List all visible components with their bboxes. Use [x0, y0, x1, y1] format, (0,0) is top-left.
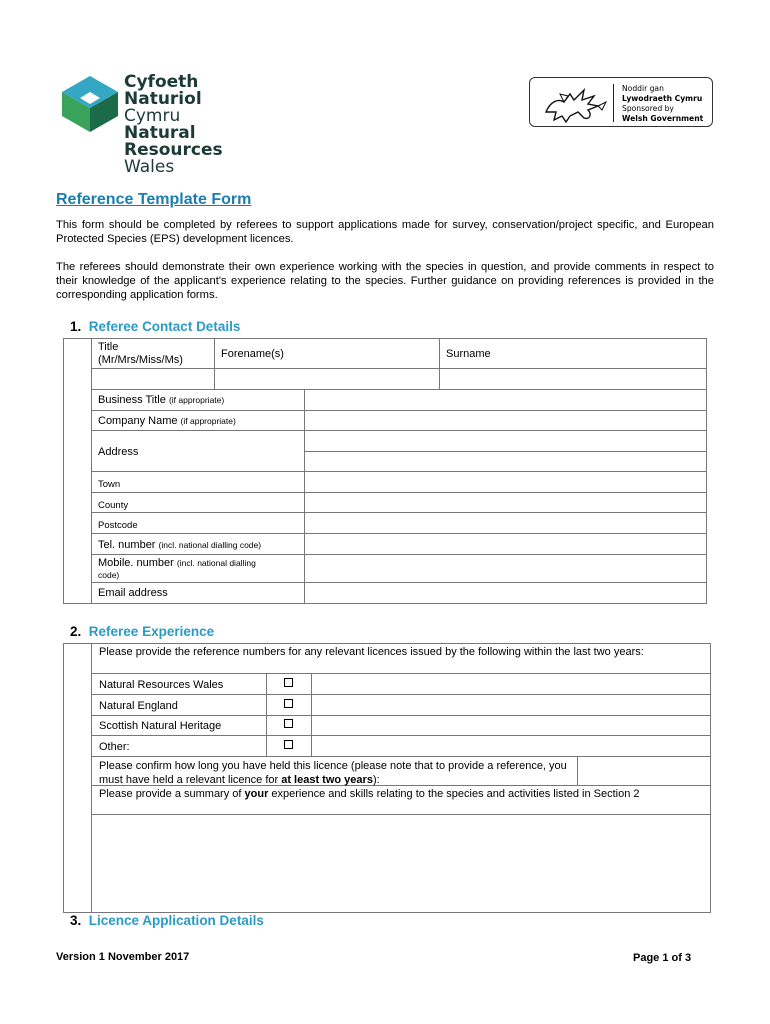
org-checkbox-other[interactable]: [284, 740, 293, 749]
welsh-dragon-icon: [540, 82, 610, 124]
intro-paragraph-2: The referees should demonstrate their own experience working with the species in question, and provide comments in respect to their knowledge of the applicant's experience relating to the species. Further guidance on providing references is provided in the corresponding application forms.: [56, 261, 714, 301]
town-label: Town: [98, 479, 121, 490]
nrw-logo-mark: [60, 74, 120, 134]
tel-number-input[interactable]: [305, 534, 706, 554]
org-reference-input-nrw[interactable]: [312, 674, 710, 694]
postcode-input[interactable]: [305, 513, 706, 533]
org-checkbox-nrw[interactable]: [284, 678, 293, 687]
org-label-nrw: Natural Resources Wales: [99, 679, 224, 691]
title-input[interactable]: [92, 369, 214, 389]
org-reference-input-other[interactable]: [312, 736, 710, 756]
org-checkbox-snh[interactable]: [284, 719, 293, 728]
nrw-logo-text: Cyfoeth Naturiol Cymru Natural Resources Wales: [124, 72, 223, 177]
experience-summary-prompt: Please provide a summary of your experience and skills relating to the species and activities listed in Section 2: [99, 788, 640, 800]
address-label: Address: [98, 446, 139, 458]
county-label: County: [98, 500, 129, 511]
company-name-label: Company Name (if appropriate): [98, 415, 236, 427]
section-1-heading: 1. Referee Contact Details: [70, 319, 241, 334]
town-input[interactable]: [305, 472, 706, 492]
company-name-input[interactable]: [305, 411, 706, 430]
org-reference-input-natural-england[interactable]: [312, 695, 710, 715]
org-label-other: Other:: [99, 741, 130, 753]
licence-references-prompt: Please provide the reference numbers for any relevant licences issued by the following within the last two years:: [99, 646, 644, 658]
mobile-number-input[interactable]: [305, 555, 706, 582]
welsh-government-sponsor-badge: Noddir gan Lywodraeth Cymru Sponsored by Welsh Government: [529, 77, 713, 127]
org-label-snh: Scottish Natural Heritage: [99, 720, 222, 732]
experience-summary-textarea[interactable]: [92, 815, 710, 912]
address-line-1-input[interactable]: [305, 431, 706, 451]
tel-number-label: Tel. number (incl. national dialling code): [98, 539, 262, 551]
forename-input[interactable]: [215, 369, 439, 389]
section-3-heading: 3. Licence Application Details: [70, 913, 264, 928]
email-address-input[interactable]: [305, 583, 706, 603]
org-reference-input-snh[interactable]: [312, 716, 710, 735]
email-address-label: Email address: [98, 587, 168, 599]
intro-paragraph-1: This form should be completed by referees to support applications made for survey, conservation/project specific, and European Protected Species (EPS) development licences.: [56, 219, 714, 245]
county-input[interactable]: [305, 493, 706, 512]
forename-column-header: Forename(s): [221, 348, 284, 360]
title-column-header: Title (Mr/Mrs/Miss/Ms): [98, 341, 183, 366]
business-title-label: Business Title (if appropriate): [98, 394, 225, 406]
business-title-input[interactable]: [305, 390, 706, 410]
org-checkbox-natural-england[interactable]: [284, 699, 293, 708]
surname-input[interactable]: [440, 369, 706, 389]
licence-duration-input[interactable]: [578, 757, 710, 785]
section-2-heading: 2. Referee Experience: [70, 624, 215, 639]
mobile-number-label: Mobile. number (incl. national dialling code): [98, 557, 256, 580]
footer-version: Version 1 November 2017: [56, 951, 190, 963]
org-label-natural-england: Natural England: [99, 700, 178, 712]
surname-column-header: Surname: [446, 348, 491, 360]
address-line-2-input[interactable]: [305, 452, 706, 471]
form-title: Reference Template Form: [56, 191, 252, 208]
licence-duration-prompt: Please confirm how long you have held this licence (please note that to provide a reference, you must have held a relevant licence for at least two years):: [99, 760, 567, 786]
postcode-label: Postcode: [98, 520, 138, 531]
footer-page-number: Page 1 of 3: [633, 952, 692, 964]
